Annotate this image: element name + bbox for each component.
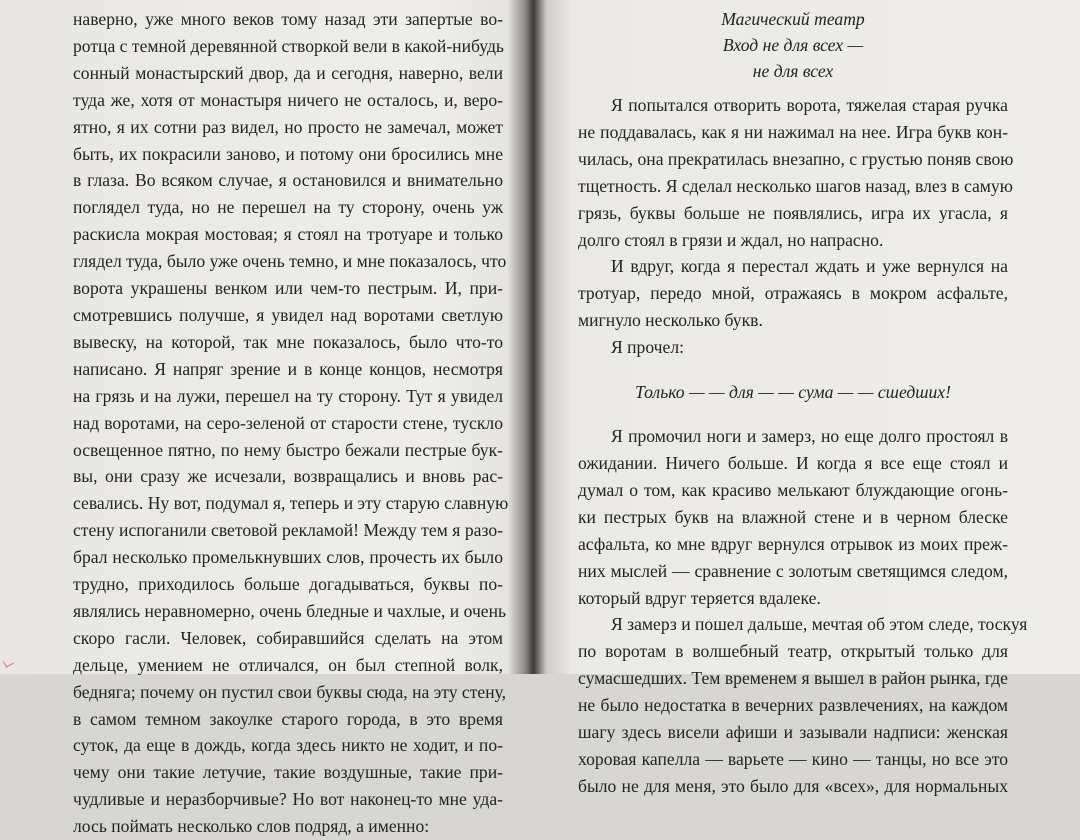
text-line: сонный монастырский двор, да и сегодня, наверно, вели <box>73 62 503 83</box>
text-line: трудно, приходилось больше догадываться, буквы по- <box>73 574 503 595</box>
text-line: думал о том, как красиво мелькают блуждающие огонь- <box>578 479 1008 500</box>
text-line: севались. Ну вот, подумал я, теперь и эту старую славную <box>73 493 509 514</box>
paragraph <box>578 611 1028 799</box>
text-line: чилась, она прекратилась внезапно, с грустью поняв свою <box>578 148 1014 169</box>
page-corner-mark <box>3 657 14 668</box>
sign-heading-line: не для всех <box>752 61 834 81</box>
text-line: Я замерз и пошел дальше, мечтая об этом следе, тоскуя <box>611 614 1028 635</box>
paragraph <box>578 92 1014 253</box>
text-line: ворота украшены венком или чем-то пестрым. И, при- <box>73 278 503 299</box>
text-line: тщетность. Я сделал несколько шагов назад, влез в самую <box>578 175 1013 196</box>
text-line: быть, их покрасили заново, и потому они бросились мне <box>73 143 503 164</box>
text-line: на грязь и на лужи, перешел на ту сторону. Тут я увидел <box>73 385 503 406</box>
text-line: Я прочел: <box>611 337 685 358</box>
sign-heading-line: Вход не для всех — <box>722 35 864 55</box>
text-line: освещенное пятно, по нему быстро бежали пестрые бук- <box>73 439 503 460</box>
text-line: грязь, буквы больше не появлялись, игра их угасла, я <box>578 202 1008 223</box>
text-line: вывеску, на которой, так мне показалось, было что-то <box>73 331 503 352</box>
text-line: ятно, я их сотни раз видел, но просто не замечал, может <box>73 116 503 137</box>
text-line: было не для меня, это было для «всех», для нормальных <box>578 775 1008 796</box>
text-line: суток, да еще в дождь, когда здесь никто не ходит, и по- <box>73 735 503 756</box>
text-line: не поддавалась, как я ни нажимал на нее. Игра букв кон- <box>578 121 1008 142</box>
text-line: асфальта, ко мне вдруг вернулся отрывок из моих преж- <box>578 533 1008 554</box>
left-page <box>0 0 520 837</box>
text-line: дельце, умением не отличался, он был степной волк, <box>73 654 503 675</box>
paragraph <box>578 253 1008 334</box>
text-line: сумасшедших. Тем временем я вышел в район рынка, где <box>578 668 1008 689</box>
paragraph <box>578 423 1008 611</box>
text-line: лось поймать несколько слов подряд, а именно: <box>73 816 430 837</box>
paragraph <box>578 334 1008 361</box>
text-line: поглядел туда, но не перешел на ту сторону, очень уж <box>73 197 503 218</box>
text-line: являлись неравномерно, очень бледные и чахлые, и очень <box>73 600 507 621</box>
text-line: стену испоганили световой рекламой! Между тем я разо- <box>73 520 503 541</box>
sign-text: Только — — для — — сума — — сшедших! <box>635 382 951 403</box>
text-line: И вдруг, когда я перестал ждать и уже вернулся на <box>611 256 1008 277</box>
text-line: мигнуло несколько букв. <box>578 310 763 331</box>
text-line: в глаза. Во всяком случае, я остановился и внимательно <box>73 170 503 191</box>
text-line: скоро гасли. Человек, собиравшийся сделать на этом <box>73 627 503 648</box>
text-line: хоровая капелла — варьете — кино — танцы, но все это <box>578 748 1008 769</box>
text-line: смотревшись получше, я увидел над воротами светлую <box>73 304 503 325</box>
text-line: ожидании. Ничего больше. И когда я все еще стоял и <box>578 452 1008 473</box>
sign-heading <box>578 6 1008 84</box>
text-line: шагу здесь висели афиши и зазывали надписи: женская <box>578 722 1008 743</box>
text-line: по воротам в волшебный театр, открытый только для <box>578 641 1008 662</box>
left-page-text <box>73 6 509 840</box>
text-line: брал несколько промелькнувших слов, прочесть их было <box>73 547 503 568</box>
text-line: чудливые и неразборчивые? Но вот наконец-то мне уда- <box>73 789 503 810</box>
text-line: над воротами, на серо-зеленой от старости стене, тускло <box>73 412 503 433</box>
text-line: чему они такие летучие, такие воздушные, такие при- <box>73 762 503 783</box>
text-line: не было недостатка в вечерних развлечениях, на каждом <box>578 695 1008 716</box>
text-line: наверно, уже много веков тому назад эти запертые во- <box>73 9 503 29</box>
right-page <box>548 0 1080 796</box>
text-line: Я промочил ноги и замерз, но еще долго простоял в <box>611 426 1008 447</box>
text-line: туда же, хотя от монастыря ничего не осталось, и, веро- <box>73 89 503 110</box>
text-line: в самом темном закоулке старого города, в это время <box>73 708 503 729</box>
text-line: который вдруг теряется вдалеке. <box>578 587 821 608</box>
text-line: раскисла мокрая мостовая; я стоял на тротуаре и только <box>73 224 503 245</box>
text-line: вы, они сразу же исчезали, возвращались и вновь рас- <box>73 466 503 487</box>
text-line: глядел туда, было уже очень темно, и мне показалось, что <box>73 251 507 272</box>
text-line: них мыслей — сравнение с золотым светящимся следом, <box>578 560 1008 581</box>
sign-heading-line: Магический театр <box>721 9 865 29</box>
text-line: написано. Я напряг зрение и в конце концов, несмотря <box>73 358 503 379</box>
text-line: бедняга; почему он пустил свои буквы сюда, на эту стену, <box>73 681 507 702</box>
text-line: Я попытался отворить ворота, тяжелая старая ручка <box>611 95 1008 115</box>
text-line: ки пестрых букв на влажной стене и в черном блеске <box>578 506 1008 527</box>
text-line: тротуар, передо мной, отражаясь в мокром асфальте, <box>578 283 1008 304</box>
text-line: ротца с темной деревянной створкой вели в какой-нибудь <box>73 35 504 56</box>
text-line: долго стоял в грязи и ждал, но напрасно. <box>578 229 884 250</box>
